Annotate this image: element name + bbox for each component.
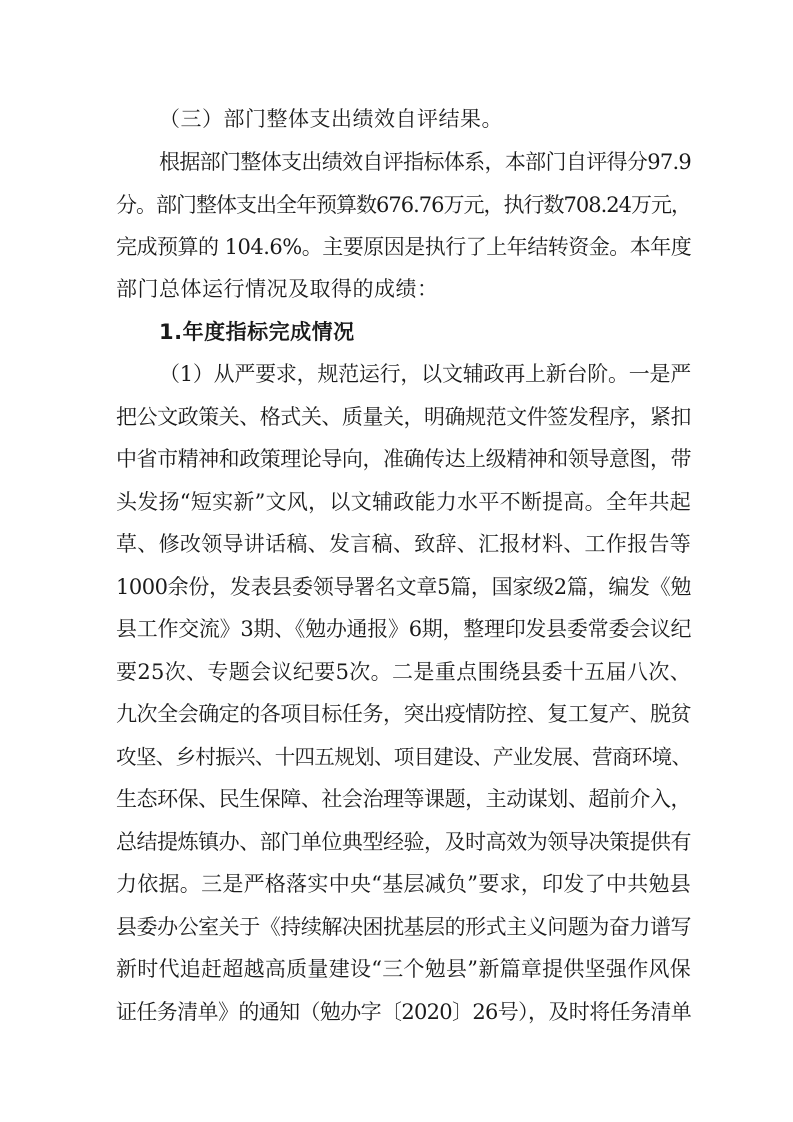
body-line: 新时代追赶超越高质量建设“三个勉县”新篇章提供坚强作风保 [116, 957, 691, 981]
body-line: 生态环保、民生保障、社会治理等课题，主动谋划、超前介入， [116, 787, 691, 811]
body-line: 攻坚、乡村振兴、十四五规划、项目建设、产业发展、营商环境、 [116, 745, 691, 769]
subheading: 1.年度指标完成情况 [159, 320, 355, 344]
body-line: （1）从严要求，规范运行，以文辅政再上新台阶。一是严 [159, 362, 691, 386]
body-line: 九次全会确定的各项目标任务，突出疫情防控、复工复产、脱贫 [116, 702, 691, 726]
body-line: 中省市精神和政策理论导向，准确传达上级精神和领导意图，带 [116, 447, 691, 471]
body-line: 头发扬“短实新”文风，以文辅政能力水平不断提高。全年共起 [116, 490, 691, 514]
summary-line: 完成预算的 104.6%。主要原因是执行了上年结转资金。本年度 [116, 235, 692, 259]
body-line: 力依据。三是严格落实中央“基层减负”要求，印发了中共勉县 [116, 872, 691, 896]
body-line: 1000余份，发表县委领导署名文章5篇，国家级2篇，编发《勉 [116, 575, 691, 599]
body-line: 县委办公室关于《持续解决困扰基层的形式主义问题为奋力谱写 [116, 915, 691, 939]
body-line: 证任务清单》的通知（勉办字〔2020〕26号），及时将任务清单 [116, 1000, 691, 1024]
body-line: 总结提炼镇办、部门单位典型经验，及时高效为领导决策提供有 [116, 830, 691, 854]
body-line: 草、修改领导讲话稿、发言稿、致辞、汇报材料、工作报告等 [116, 532, 691, 556]
body-line: 要25次、专题会议纪要5次。二是重点围绕县委十五届八次、 [116, 660, 691, 684]
section-title: （三）部门整体支出绩效自评结果。 [159, 107, 503, 131]
summary-line: 根据部门整体支出绩效自评指标体系，本部门自评得分97.9 [159, 150, 691, 174]
summary-line: 部门总体运行情况及取得的成绩： [116, 277, 439, 301]
body-line: 县工作交流》3期、《勉办通报》6期，整理印发县委常委会议纪 [116, 617, 691, 641]
summary-line: 分。部门整体支出全年预算数676.76万元，执行数708.24万元， [116, 193, 691, 217]
body-line: 把公文政策关、格式关、质量关，明确规范文件签发程序，紧扣 [116, 405, 691, 429]
